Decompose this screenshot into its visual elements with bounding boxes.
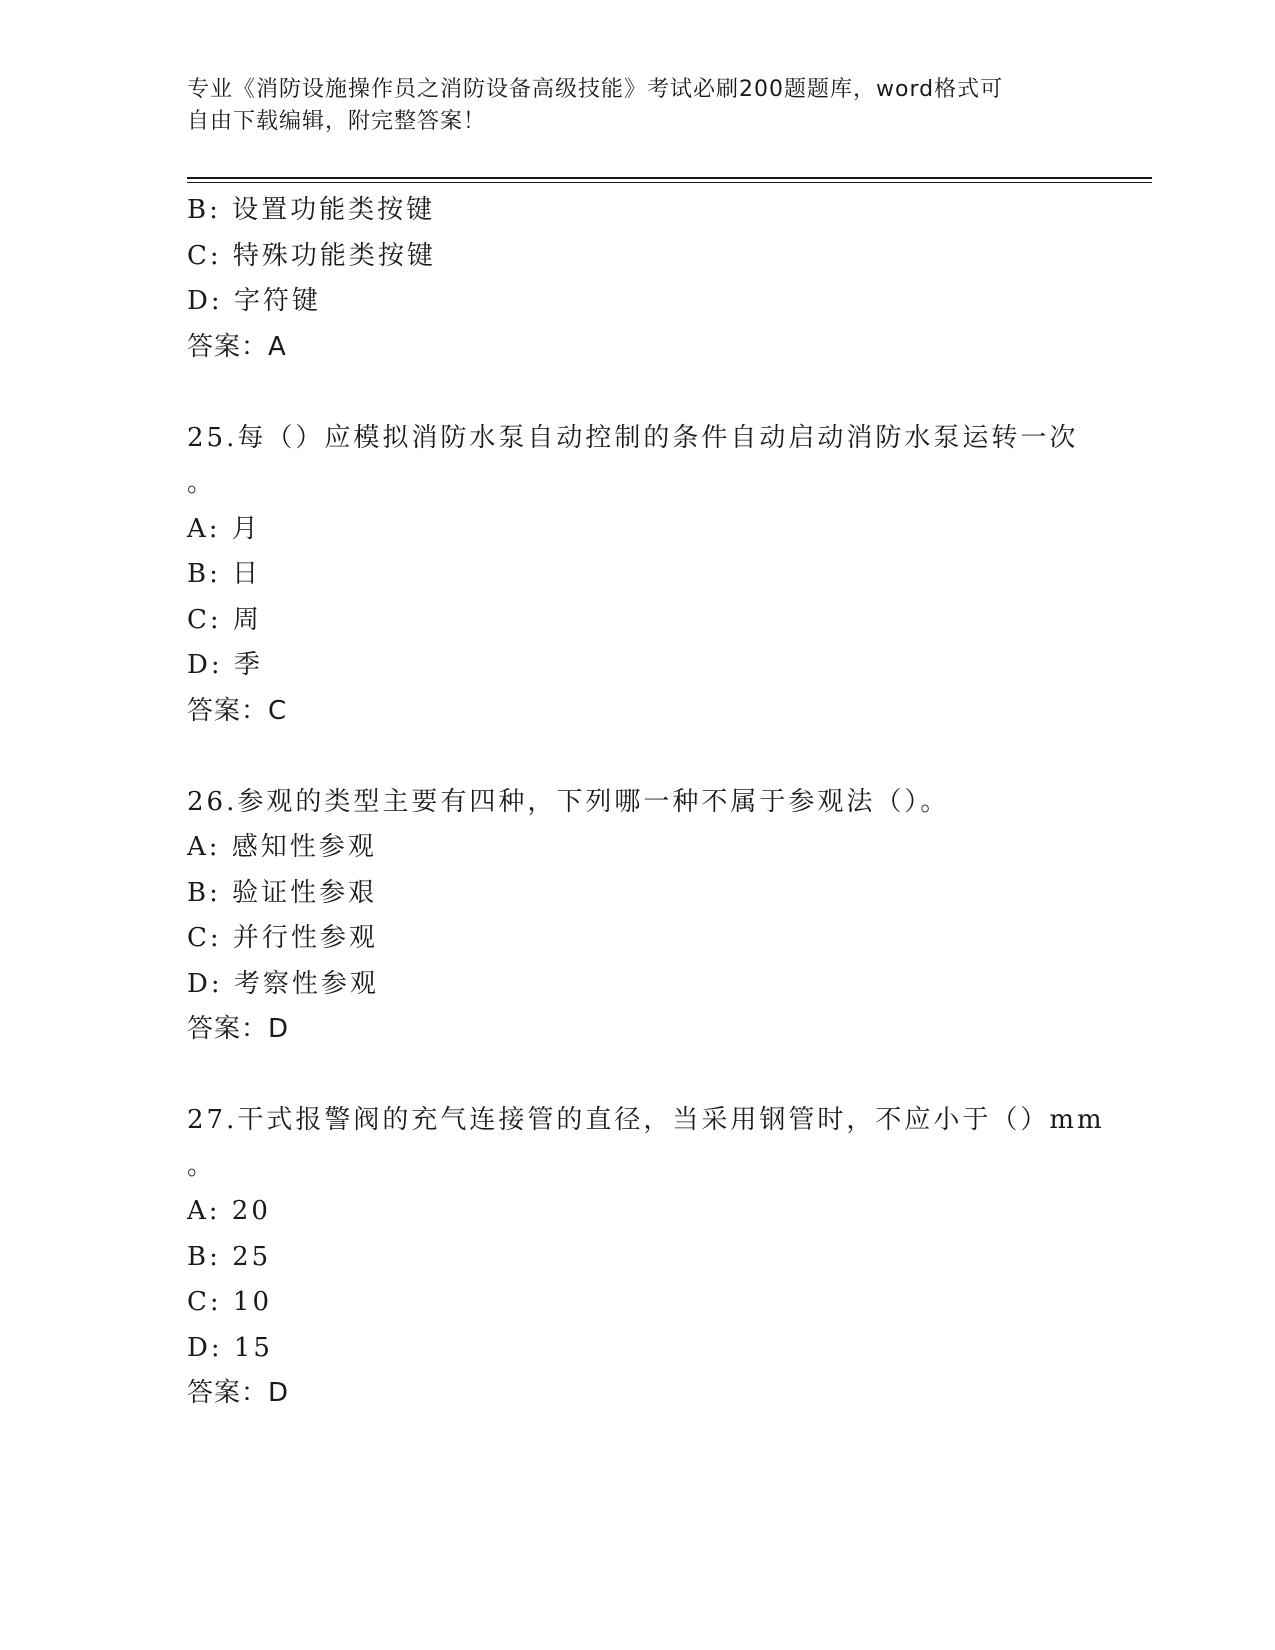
header-rule-thin <box>187 182 1152 183</box>
question-25 <box>187 416 1087 735</box>
option-d: D: 15 <box>187 1332 273 1363</box>
option-d: D: 季 <box>187 650 263 680</box>
option-a: A: 20 <box>187 1196 271 1226</box>
option-b: B: 日 <box>187 559 262 589</box>
answer-line: 答案：C <box>187 695 288 726</box>
question-stem-wrap: 。 <box>187 468 217 498</box>
answer-line: 答案：D <box>187 1378 290 1408</box>
option-b: B: 验证性参艰 <box>187 877 378 908</box>
option-d: D: 考察性参观 <box>187 968 379 999</box>
spacer <box>187 1053 1087 1099</box>
header-line-2: 自由下载编辑，附完整答案！ <box>187 109 487 134</box>
option-c: C: 10 <box>187 1287 273 1317</box>
question-26 <box>187 780 1087 1053</box>
question-list <box>187 188 1105 1417</box>
option-b: B: 设置功能类按键 <box>187 195 436 225</box>
answer-line: 答案：A <box>187 331 287 362</box>
option-c: C: 并行性参观 <box>187 923 378 953</box>
question-stem: 27.干式报警阀的充气连接管的直径，当采用钢管时，不应小于（）mm <box>187 1105 1105 1135</box>
spacer <box>187 734 1087 780</box>
question-stem: 25.每（）应模拟消防水泵自动控制的条件自动启动消防水泵运转一次 <box>187 422 1079 453</box>
question-27 <box>187 1098 1105 1417</box>
option-b: B: 25 <box>187 1241 272 1272</box>
header-rule-thick <box>187 177 1152 179</box>
partial-question <box>187 188 1087 370</box>
question-stem: 26.参观的类型主要有四种，下列哪一种不属于参观法（）。 <box>187 786 950 817</box>
answer-line: 答案：D <box>187 1014 290 1044</box>
header-line-1: 专业《消防设施操作员之消防设备高级技能》考试必刷200题题库，word格式可 <box>187 77 1004 102</box>
document-header <box>187 74 1067 138</box>
option-a: A: 感知性参观 <box>187 832 377 862</box>
option-d: D: 字符键 <box>187 286 321 316</box>
spacer <box>187 370 1087 416</box>
option-c: C: 特殊功能类按键 <box>187 240 436 271</box>
option-c: C: 周 <box>187 604 262 635</box>
option-a: A: 月 <box>187 513 261 544</box>
question-stem-wrap: 。 <box>187 1150 217 1181</box>
